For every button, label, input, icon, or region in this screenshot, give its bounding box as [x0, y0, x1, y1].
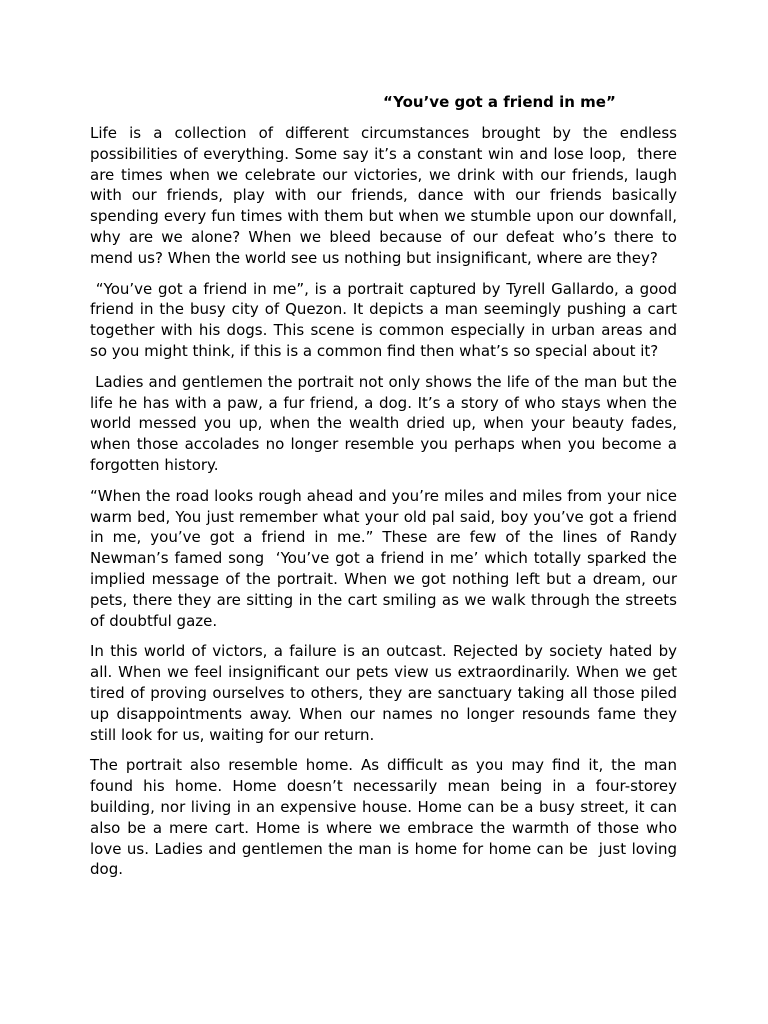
paragraph-5: In this world of victors, a failure is an outcast. Rejected by society hated by all. When we feel insignificant our pets view us extraordinarily. When we get tired of proving ourselves to others, they are sanctuary taking all those piled up disappointments away. When our names no longer resounds fame they still look for us, waiting for our return.	[90, 642, 682, 744]
paragraph-2: “You’ve got a friend in me”, is a portrait captured by Tyrell Gallardo, a good friend in the busy city of Quezon. It depicts a man seemingly pushing a cart together with his dogs. This scene is common especially in urban areas and so you might think, if this is a common find then what’s so special about it?	[90, 279, 682, 360]
paragraph-3: Ladies and gentlemen the portrait not only shows the life of the man but the life he has with a paw, a fur friend, a dog. It’s a story of who stays when the world messed you up, when the wealth dried up, when your beauty fades, when those accolades no longer resemble you perhaps when you become a forgotten history.	[90, 372, 682, 474]
document-body	[90, 123, 682, 890]
paragraph-4: “When the road looks rough ahead and you’re miles and miles from your nice warm bed, You just remember what your old pal said, boy you’ve got a friend in me, you’ve got a friend in me.” These are few of the lines of Randy Newman’s famed song ‘You’ve got a friend in me’ which totally sparked the implied message of the portrait. When we got nothing left but a dream, our pets, there they are sitting in the cart smiling as we walk through the streets of doubtful gaze.	[90, 486, 682, 630]
paragraph-6: The portrait also resemble home. As difficult as you may find it, the man found his home. Home doesn’t necessarily mean being in a four-storey building, nor living in an expensive house. Home can be a busy street, it can also be a mere cart. Home is where we embrace the warmth of those who love us. Ladies and gentlemen the man is home for home can be just loving dog.	[90, 756, 682, 879]
document-title: “You’ve got a friend in me”	[383, 93, 616, 111]
paragraph-1: Life is a collection of different circumstances brought by the endless possibilities of everything. Some say it’s a constant win and lose loop, there are times when we celebrate our victories, we drink with our friends, laugh with our friends, play with our friends, dance with our friends basically spending every fun times with them but when we stumble upon our downfall, why are we alone? When we bleed because of our defeat who’s there to mend us? When the world see us nothing but insignificant, where are they?	[90, 124, 682, 267]
